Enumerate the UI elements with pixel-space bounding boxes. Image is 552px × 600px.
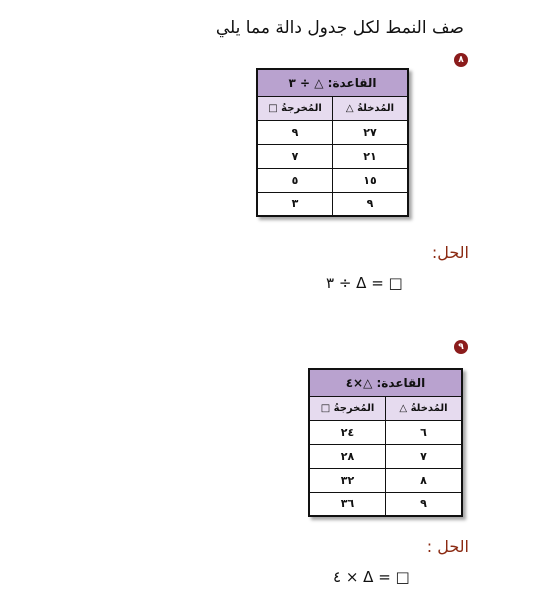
table-row <box>309 468 462 492</box>
input-cell: ١٥ <box>333 168 409 192</box>
input-column-header: المُدخلةُ △ <box>386 396 463 420</box>
input-cell: ٧ <box>386 444 463 468</box>
table-row <box>257 120 408 144</box>
table-row <box>257 144 408 168</box>
output-cell: ٥ <box>257 168 333 192</box>
solution-equation: ٣ ÷ Δ = □ <box>326 274 403 292</box>
table-row <box>309 444 462 468</box>
instruction-text: صف النمط لكل جدول دالة مما يلي <box>215 18 464 38</box>
function-table <box>256 68 409 217</box>
input-cell: ٩ <box>386 492 463 516</box>
table-row <box>309 420 462 444</box>
function-table <box>308 368 463 517</box>
solution-equation: ٤ × Δ = □ <box>333 568 410 586</box>
table-row <box>257 168 408 192</box>
solution-label: الحل : <box>426 537 469 556</box>
output-cell: ٢٤ <box>309 420 386 444</box>
solution-label: الحل: <box>431 243 469 262</box>
input-cell: ٨ <box>386 468 463 492</box>
output-column-header: المُخرجةُ □ <box>257 96 333 120</box>
output-cell: ٩ <box>257 120 333 144</box>
problem-number-badge: ٨ <box>454 53 468 67</box>
output-cell: ٢٨ <box>309 444 386 468</box>
rule-header: القاعدة: △×٤ <box>309 369 462 396</box>
input-cell: ٩ <box>333 192 409 216</box>
output-cell: ٣٢ <box>309 468 386 492</box>
rule-header: القاعدة: △ ÷ ٣ <box>257 69 408 96</box>
output-cell: ٧ <box>257 144 333 168</box>
input-cell: ٢٧ <box>333 120 409 144</box>
output-cell: ٣٦ <box>309 492 386 516</box>
output-column-header: المُخرجةُ □ <box>309 396 386 420</box>
input-cell: ٦ <box>386 420 463 444</box>
problem-number-badge: ٩ <box>454 340 468 354</box>
table-row <box>257 192 408 216</box>
output-cell: ٣ <box>257 192 333 216</box>
input-cell: ٢١ <box>333 144 409 168</box>
table-row <box>309 492 462 516</box>
input-column-header: المُدخلةُ △ <box>333 96 409 120</box>
